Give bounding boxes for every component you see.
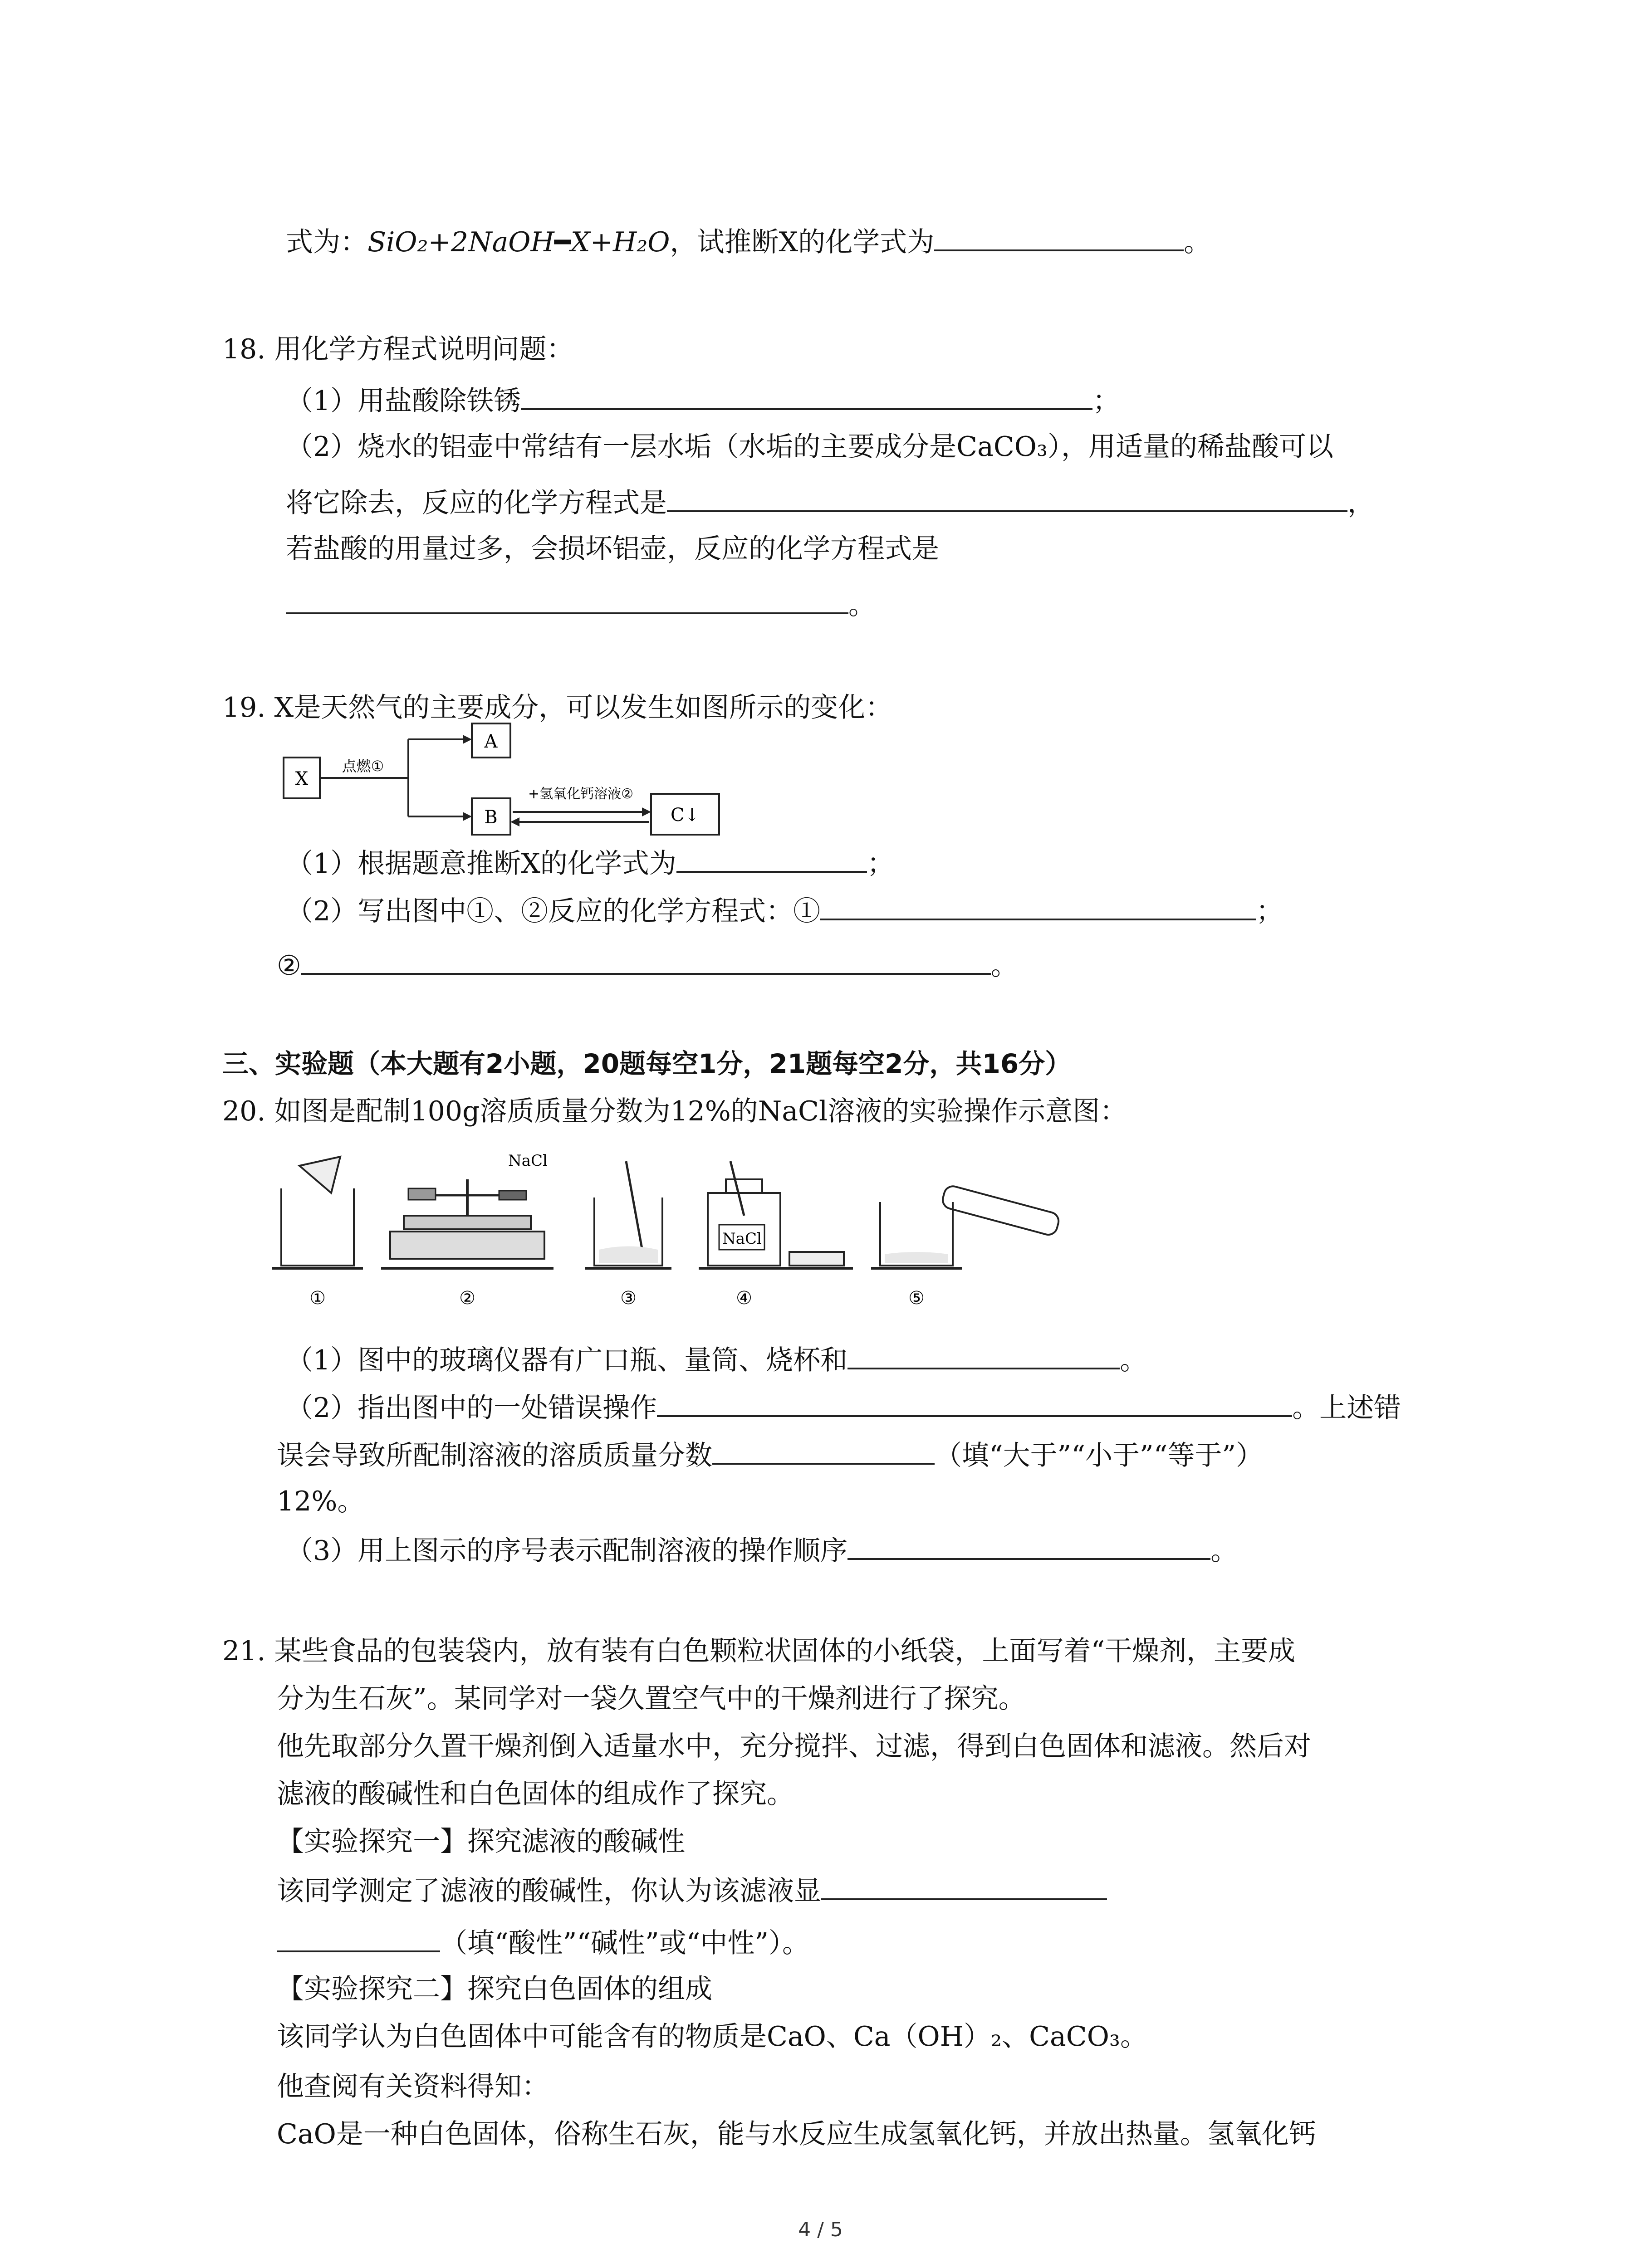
q21-line7-text: （填“酸性”“碱性”或“中性”）。 (440, 1927, 810, 1959)
q19-title: 19. X是天然气的主要成分，可以发生如图所示的变化： (222, 692, 893, 723)
q19-part2-end: ； (1256, 895, 1283, 927)
beaker-1 (272, 1157, 363, 1268)
beaker-3 (585, 1161, 671, 1268)
q20-part1-line (286, 1340, 1147, 1378)
q20-part2-line1 (286, 1388, 1401, 1426)
q20-part3-text: （3）用上图示的序号表示配制溶液的操作顺序 (286, 1535, 848, 1567)
page-number: 4 / 5 (798, 2218, 843, 2241)
q20-part2-line3: 12%。 (277, 1486, 365, 1517)
q21-line10: 他查阅有关资料得知： (277, 2071, 549, 2102)
box-b-label: B (484, 807, 498, 828)
q20-part3-end: 。 (1210, 1535, 1238, 1567)
q19-part3-end: 。 (990, 950, 1018, 982)
arrow1-label: 点燃① (342, 758, 384, 775)
q19-part1-line (286, 844, 894, 882)
q21-line6-text: 该同学测定了滤液的酸碱性，你认为该滤液显 (277, 1875, 821, 1907)
q19-reaction-diagram (281, 726, 735, 841)
step-label-2: ② (459, 1288, 475, 1309)
q20-title: 20. 如图是配制100g溶质质量分数为12%的NaCl溶液的实验操作示意图： (222, 1095, 1127, 1127)
q20-part2-end2: （填“大于”“小于”“等于”） (935, 1440, 1264, 1471)
step-label-3: ③ (620, 1288, 637, 1309)
q18-part2-blank2[interactable] (286, 585, 848, 614)
step-label-4: ④ (736, 1288, 752, 1309)
q18-part1-line (286, 381, 1120, 419)
q18-part1-blank[interactable] (521, 381, 1092, 410)
q21-line6 (277, 1871, 1107, 1909)
q19-part2-text: （2）写出图中①、②反应的化学方程式：① (286, 895, 821, 927)
q18-part2-blank1[interactable] (667, 483, 1347, 512)
nacl-label-bottle: NaCl (722, 1230, 762, 1248)
q21-line5: 【实验探究一】探究滤液的酸碱性 (277, 1826, 685, 1857)
q18-part2-line4-end: 。 (848, 589, 876, 621)
q20-part2-blank2[interactable] (712, 1436, 935, 1465)
q20-part2-end1: 。上述错 (1292, 1392, 1401, 1424)
q21-blank-acidity-cont[interactable] (277, 1923, 440, 1952)
q21-line2: 分为生石灰”。某同学对一袋久置空气中的干燥剂进行了探究。 (277, 1683, 1026, 1715)
q19-part1-end: ； (867, 848, 894, 880)
q20-part3-blank[interactable] (847, 1531, 1210, 1560)
q20-part1-text: （1）图中的玻璃仪器有广口瓶、量筒、烧杯和 (286, 1344, 848, 1376)
q18-part1-end: ； (1092, 385, 1120, 417)
q19-part3-line (277, 946, 1018, 984)
q20-part1-end: 。 (1120, 1344, 1147, 1376)
q21-line4: 滤液的酸碱性和白色固体的组成作了探究。 (277, 1778, 794, 1810)
q19-part3-start: ② (277, 950, 301, 982)
q21-line11: CaO是一种白色固体，俗称生石灰，能与水反应生成氢氧化钙，并放出热量。氢氧化钙 (277, 2118, 1316, 2150)
q19-part2-line (286, 891, 1283, 929)
q19-part2-blank2[interactable] (301, 946, 991, 975)
q18-part2-line4 (286, 585, 876, 623)
q19-part1-text: （1）根据题意推断X的化学式为 (286, 848, 676, 880)
box-a-label: A (484, 731, 498, 752)
q18-part2-line2-end: ， (1347, 487, 1375, 519)
q21-line3: 他先取部分久置干燥剂倒入适量水中，充分搅拌、过滤，得到白色固体和滤液。然后对 (277, 1730, 1311, 1762)
q19-part2-blank1[interactable] (820, 891, 1256, 920)
q18-part1-text: （1）用盐酸除铁锈 (286, 385, 521, 417)
q18-part2-line1: （2）烧水的铝壶中常结有一层水垢（水垢的主要成分是CaCO₃），用适量的稀盐酸可以 (286, 431, 1334, 463)
step-label-1: ① (309, 1288, 326, 1309)
q17-tail-line (286, 222, 1211, 260)
q20-part2-text1: （2）指出图中的一处错误操作 (286, 1392, 657, 1424)
q18-part2-line3: 若盐酸的用量过多，会损坏铝壶，反应的化学方程式是 (286, 533, 939, 565)
q21-line1: 21. 某些食品的包装袋内，放有装有白色颗粒状固体的小纸袋，上面写着“干燥剂，主要成 (222, 1635, 1296, 1667)
q20-part2-text2: 误会导致所配制溶液的溶质质量分数 (277, 1440, 712, 1471)
q18-part2-line2 (286, 483, 1375, 521)
arrow2-label: +氢氧化钙溶液② (528, 786, 634, 802)
q17-answer-blank[interactable] (934, 222, 1184, 251)
q21-line9: 该同学认为白色固体中可能含有的物质是CaO、Ca（OH）₂、CaCO₃。 (277, 2021, 1147, 2053)
q20-part3-line (286, 1531, 1238, 1569)
q18-title: 18. 用化学方程式说明问题： (222, 333, 574, 365)
section3-heading: 三、实验题（本大题有2小题，20题每空1分，21题每空2分，共16分） (222, 1048, 1072, 1079)
q20-part2-line2 (277, 1436, 1263, 1474)
q17-prefix: 式为： (286, 226, 367, 258)
step-label-5: ⑤ (908, 1288, 925, 1309)
q21-blank-acidity[interactable] (821, 1871, 1107, 1900)
q20-part1-blank[interactable] (847, 1340, 1120, 1369)
q17-suffix: ，试推断X的化学式为 (670, 226, 935, 258)
nacl-label-top: NaCl (508, 1152, 548, 1170)
q21-line8: 【实验探究二】探究白色固体的组成 (277, 1973, 712, 2005)
box-x-label: X (295, 768, 309, 789)
q21-line7 (277, 1923, 809, 1961)
q17-end: 。 (1184, 226, 1211, 258)
beaker-5 (871, 1184, 1061, 1268)
box-c-label: C↓ (670, 805, 700, 826)
balance-scale (381, 1152, 554, 1268)
q17-equation: SiO₂+2NaOH━X+H₂O (367, 226, 670, 258)
q19-part1-blank[interactable] (676, 844, 867, 873)
q20-part2-blank1[interactable] (657, 1388, 1292, 1417)
q20-lab-figure (272, 1152, 1089, 1335)
q18-part2-line2-text: 将它除去，反应的化学方程式是 (286, 487, 667, 519)
reagent-bottle (699, 1161, 853, 1268)
